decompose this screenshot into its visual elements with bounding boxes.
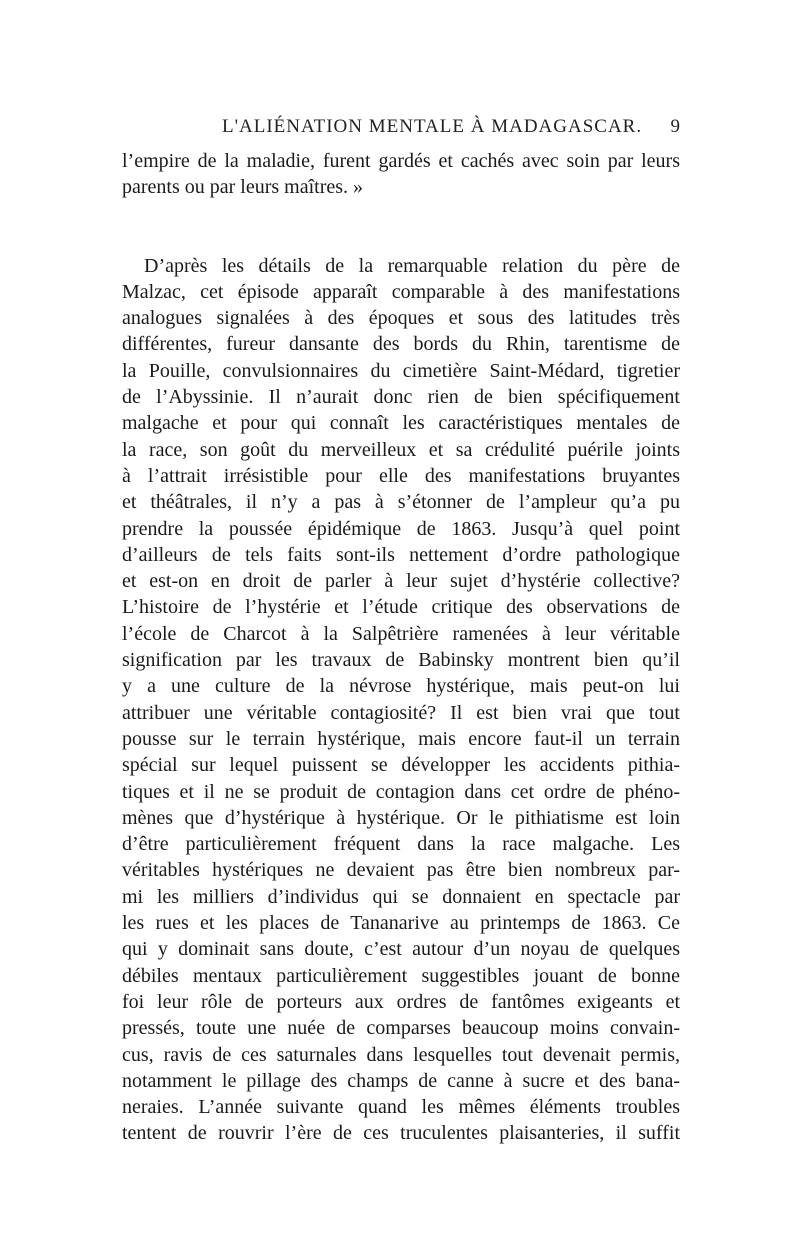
page-number: 9	[670, 116, 680, 137]
running-title: L'ALIÉNATION MENTALE À MADAGASCAR.	[222, 116, 643, 137]
text-line: véritables hystériques ne devaient pas être bien nombreux par-	[122, 859, 680, 882]
text-line: malgache et pour qui connaît les caractéristiques mentales de	[122, 412, 680, 435]
running-head	[122, 116, 680, 146]
text-line: pressés, toute une nuée de comparses beaucoup moins convain-	[122, 1017, 680, 1040]
paragraph-continued	[122, 148, 680, 201]
text-line: notamment le pillage des champs de canne à sucre et des bana-	[122, 1069, 680, 1092]
text-line: tiques et il ne se produit de contagion dans cet ordre de phéno-	[122, 780, 680, 803]
text-line: analogues signalées à des époques et sous des latitudes très	[122, 307, 680, 330]
text-line: la race, son goût du merveilleux et sa crédulité puérile joints	[122, 438, 680, 461]
text-line: débiles mentaux particulièrement suggestibles jouant de bonne	[122, 964, 680, 987]
text-line: D’après les détails de la remarquable relation du père de	[144, 254, 680, 277]
text-line: tentent de rouvrir l’ère de ces truculentes plaisanteries, il suffit	[122, 1122, 680, 1145]
text-line: de l’Abyssinie. Il n’aurait donc rien de bien spécifiquement	[122, 386, 680, 409]
text-line: pousse sur le terrain hystérique, mais encore faut-il un terrain	[122, 727, 680, 750]
text-line: d’être particulièrement fréquent dans la race malgache. Les	[122, 833, 680, 856]
text-line: à l’attrait irrésistible pour elle des manifestations bruyantes	[122, 464, 680, 487]
text-line: la Pouille, convulsionnaires du cimetière Saint-Médard, tigretier	[122, 359, 680, 382]
text-line: neraies. L’année suivante quand les mêmes éléments troubles	[122, 1096, 680, 1119]
paragraph-main	[122, 253, 680, 1147]
text-line: L’histoire de l’hystérie et l’étude critique des observations de	[122, 596, 680, 619]
body-text	[122, 148, 680, 1147]
text-line: l’école de Charcot à la Salpêtrière ramenées à leur véritable	[122, 622, 680, 645]
text-line: spécial sur lequel puissent se développer les accidents pithia-	[122, 754, 680, 777]
text-line: foi leur rôle de porteurs aux ordres de fantômes exigeants et	[122, 990, 680, 1013]
text-line: d’ailleurs de tels faits sont-ils nettement d’ordre pathologique	[122, 543, 680, 566]
text-line: et théâtrales, il n’y a pas à s’étonner de l’ampleur qu’a pu	[122, 491, 680, 514]
text-line: y a une culture de la névrose hystérique, mais peut-on lui	[122, 675, 680, 698]
text-line: attribuer une véritable contagiosité? Il est bien vrai que tout	[122, 701, 680, 724]
text-line: qui y dominait sans doute, c’est autour d’un noyau de quelques	[122, 938, 680, 961]
text-line: signification par les travaux de Babinsky montrent bien qu’il	[122, 649, 680, 672]
text-line: et est-on en droit de parler à leur sujet d’hystérie collective?	[122, 570, 680, 593]
text-line: parents ou par leurs maîtres. »	[122, 176, 364, 199]
text-line: mènes que d’hystérique à hystérique. Or le pithiatisme est loin	[122, 806, 680, 829]
text-line: Malzac, cet épisode apparaît comparable à des manifestations	[122, 280, 680, 303]
text-line: cus, ravis de ces saturnales dans lesquelles tout devenait permis,	[122, 1043, 680, 1066]
text-line: les rues et les places de Tananarive au printemps de 1863. Ce	[122, 912, 680, 935]
text-line: prendre la poussée épidémique de 1863. Jusqu’à quel point	[122, 517, 680, 540]
text-line: mi les milliers d’individus qui se donnaient en spectacle par	[122, 885, 680, 908]
text-line: différentes, fureur dansante des bords du Rhin, tarentisme de	[122, 333, 680, 356]
text-line: l’empire de la maladie, furent gardés et cachés avec soin par leurs	[122, 150, 680, 172]
